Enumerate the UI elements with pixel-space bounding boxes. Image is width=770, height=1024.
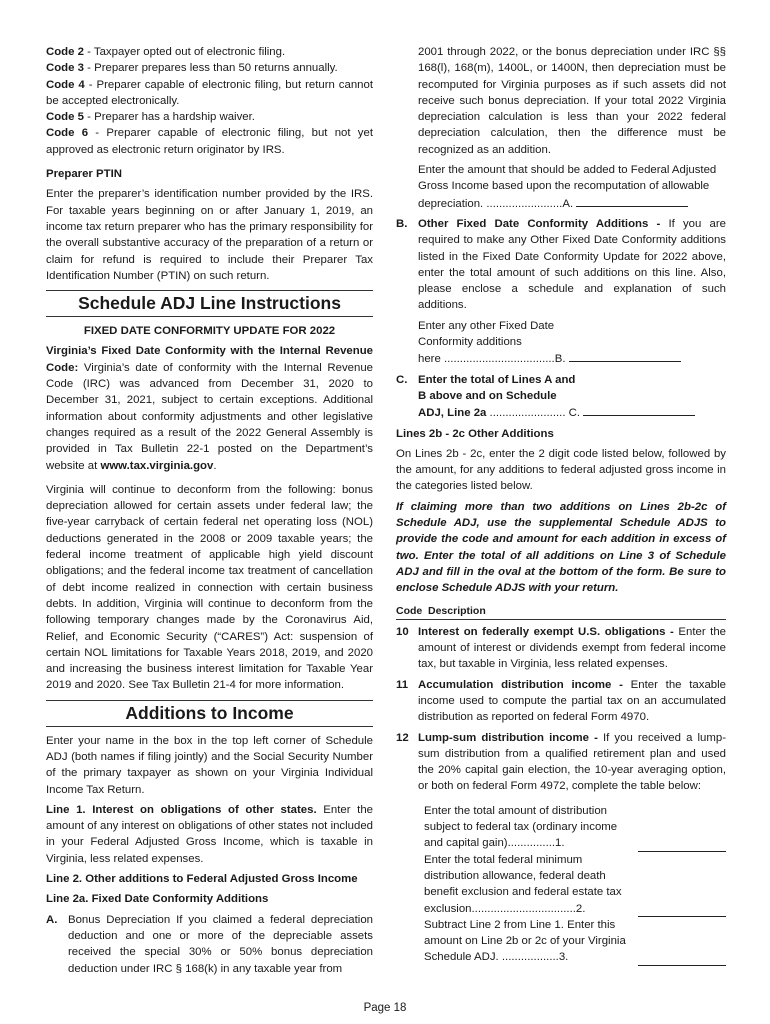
distribution-line-1-blank <box>638 839 726 852</box>
line2-heading: Line 2. Other additions to Federal Adjusted Gross Income <box>46 873 358 886</box>
left-column <box>46 44 373 977</box>
code-item: Code 4 - Preparer capable of electronic filing, but return cannot be accepted electronically. <box>46 78 373 107</box>
code-12: 12 Lump-sum distribution income - If you received a lump-sum distribution from a qualified retirement plan and used the 20% capital gain election, the 10-year averaging option, or both on federal Form 4972, complete the table below: <box>396 731 727 793</box>
line2a-heading: Line 2a. Fixed Date Conformity Additions <box>46 893 269 906</box>
italic-note: If claiming more than two additions on Lines 2b-2c of Schedule ADJ, use the supplemental Schedule ADJS to provide the code and amount for each addition in excess of two. Enter the total of all additions on Line 3 of Schedule ADJ and fill in the oval at the bottom of the form. Be sure to enclose Schedule ADJS with your return. <box>396 500 726 595</box>
additions-title: Additions to Income <box>46 700 373 727</box>
distribution-line-3-blank <box>638 953 726 966</box>
item-b-enter-1: Enter any other Fixed Date <box>418 319 555 332</box>
line1-paragraph: Line 1. Interest on obligations of other states. Enter the amount of any interest on obligations of other states not included in your Federal Adjusted Gross Income, which is taxable in Virginia, less related expenses. <box>46 803 373 865</box>
code-10: 10 Interest on federally exempt U.S. obligations - Enter the amount of interest or dividends exempt from federal income tax, but taxable in Virginia, less related expenses. <box>396 625 726 671</box>
additions-text: Enter your name in the box in the top left corner of Schedule ADJ (both names if filing jointly) and the Social Security Number of the primary taxpayer as shown on your Virginia Individual Income Tax Return. <box>46 734 373 796</box>
ptin-heading: Preparer PTIN <box>46 168 122 181</box>
code-item: Code 3 - Preparer prepares less than 50 returns annually. <box>46 62 338 75</box>
distribution-row-1: Enter the total amount of distribution subject to federal tax (ordinary income and capital gain)...............1. <box>424 803 726 852</box>
ptin-text: Enter the preparer’s identification number provided by the IRS. For taxable years beginning on or after January 1, 2019, an income tax return preparer who has the primary responsibility for the overall substantive accuracy of the preparation of a return or claim for refund is required to include their Preparer Tax Identification Number (PTIN) on such return. <box>46 188 373 282</box>
right-column <box>396 44 726 966</box>
item-c: C. Enter the total of Lines A and B above and on Schedule ADJ, Line 2a ........................ C. <box>396 372 726 422</box>
item-b: B. Other Fixed Date Conformity Additions - If you are required to make any Other Fixed Date Conformity additions listed in the Fixed Date Conformity Update for 2022 above, enter the total amount of such additions on this line. Also, please enclose a schedule and explanation of such additions. <box>396 217 726 312</box>
code-item: Code 2 - Taxpayer opted out of electronic filing. <box>46 46 286 58</box>
code-table-header: Code Description <box>396 603 726 620</box>
lines-2b-heading: Lines 2b - 2c Other Additions <box>396 427 554 440</box>
code-item: Code 6 - Preparer capable of electronic filing, but not yet approved as electronic return originator by IRS. <box>46 127 373 156</box>
distribution-row-2: Enter the total federal minimum distribution allowance, federal death benefit exclusion and federal estate tax exclusion.................................2. <box>424 852 726 917</box>
code-list <box>46 44 373 158</box>
item-b-line: here ...................................B. <box>396 350 726 367</box>
code-item: Code 5 - Preparer has a hardship waiver. <box>46 111 255 124</box>
item-a-enter: Enter the amount that should be added to Federal Adjusted Gross Income based upon the recomputation of allowable <box>418 164 717 193</box>
item-a-line: depreciation. ........................A. <box>396 195 726 212</box>
deconform-paragraph: Virginia will continue to deconform from the following: bonus depreciation allowed for certain assets under federal law; the five-year carryback of certain federal net operating loss (NOL) deductions generated in the 2008 or 2009 taxable years; the federal income treatment of applicable high yield discount obligations; and the federal income tax treatment of cancellation of debt income realized in connection with certain business debts. In addition, Virginia will continue to deconform from the following temporary changes made by the Coronavirus Aid, Relief, and Economic Security (“CARES”) Act: suspension of certain NOL limitations for Taxable Years 2018, 2019, and 2020 and increasing the business interest limitation for Taxable Year 2019 and 2020. See Tax Bulletin 21-4 for more information. <box>46 483 373 692</box>
code-11: 11 Accumulation distribution income - Enter the taxable income used to compute the partial tax on an accumulated distribution as reported on federal Form 4970. <box>396 678 726 724</box>
schedule-title: Schedule ADJ Line Instructions <box>46 290 373 317</box>
item-b-enter-2: Conformity additions <box>418 336 522 349</box>
lines-2b-text: On Lines 2b - 2c, enter the 2 digit code listed below, followed by the amount, for any additions to federal adjusted gross income in the categories listed below. <box>396 447 726 493</box>
website-link[interactable]: www.tax.virginia.gov <box>100 459 214 472</box>
item-c-blank <box>583 404 695 416</box>
conformity-paragraph: Virginia’s Fixed Date Conformity with the Internal Revenue Code: Virginia’s date of conformity with the Internal Revenue Code (IRC) was advanced from December 31, 2020 to December 31, 2021, subject to certain exceptions. Additional information about conformity adjustments and other legislative changes required as a result of the 2022 General Assembly is provided in Tax Bulletin 22-1 posted on the Department’s website at www.tax.virginia.gov. <box>46 345 373 472</box>
distribution-line-2-blank <box>638 904 726 917</box>
distribution-table <box>396 803 726 966</box>
fixed-date-subhead: FIXED DATE CONFORMITY UPDATE FOR 2022 <box>83 325 336 338</box>
item-a-continued: 2001 through 2022, or the bonus depreciation under IRC §§ 168(l), 168(m), 1400L, or 1400N, then depreciation must be recomputed for Virginia purposes as if such assets did not receive such bonus depreciation. If your total 2022 Virginia depreciation calculation is less than your 2022 federal depreciation calculation, then the difference must be recognized as an addition. <box>418 46 726 156</box>
page-number: Page 18 <box>363 1002 407 1014</box>
distribution-row-3: Subtract Line 2 from Line 1. Enter this amount on Line 2b or 2c of your Virginia Schedule ADJ. ..................3. <box>424 917 726 966</box>
item-a: A. Bonus Depreciation If you claimed a federal depreciation deduction and one or more of the depreciable assets received the special 30% or 50% bonus depreciation deduction under IRC § 168(k) in any taxable year from <box>46 913 373 975</box>
item-a-blank <box>576 195 688 207</box>
item-b-blank <box>569 350 681 362</box>
